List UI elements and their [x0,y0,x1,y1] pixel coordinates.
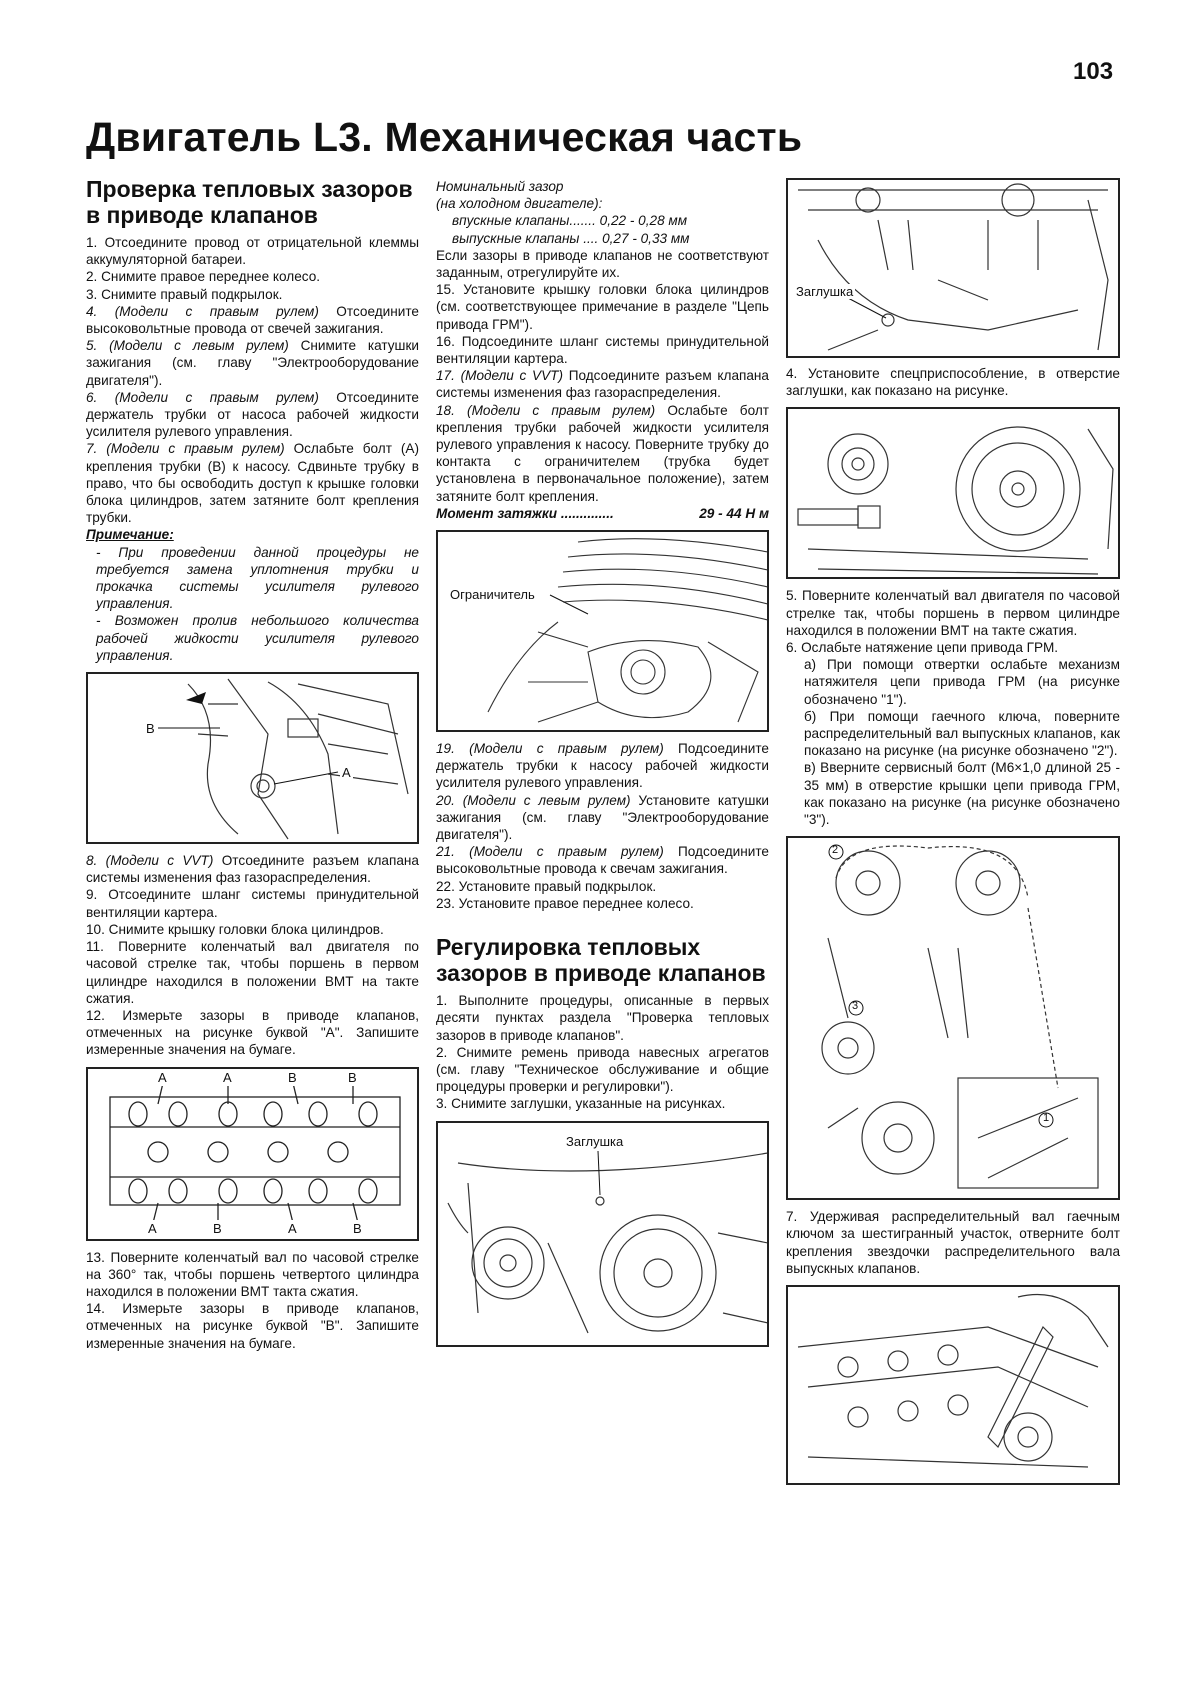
step-text: Отсоедините держатель трубки от насоса рабочей жидкости усилителя рулевого управления. [86,389,419,440]
figure-timing-chain [786,836,1120,1200]
spec-exhaust: выпускные клапаны .... 0,27 - 0,33 мм [452,230,690,246]
figure-label: Заглушка [566,1133,624,1149]
timing-chain-illustration [788,838,1118,1198]
step: 6. Ослабьте натяжение цепи привода ГРМ. [786,640,1059,656]
figure-label: 1 [1043,1112,1050,1125]
note-heading: Примечание: [86,527,174,543]
step [436,367,769,401]
figure-label: A [288,1220,297,1236]
figure-pipe-bolt [86,672,419,844]
step [436,843,769,877]
step-text: Снимите катушки зажигания (см. главу "Электрооборудование двигателя"). [86,338,419,388]
step-tag: 18. (Модели с правым рулем) [436,402,656,418]
step-tag: 6. (Модели с правым рулем) [86,389,319,405]
note: - При проведении данной процедуры не требуется замена уплотнения трубки и прокачка системы усилителя рулевого управления. [96,544,419,612]
step-tag: 20. (Модели с левым рулем) [436,792,631,808]
substep: б) При помощи гаечного ключа, поверните распределительный вал выпускных клапанов, как показано на рисунке (на рисунке обозначено "2"). [804,708,1120,759]
step-tag: 4. (Модели с правым рулем) [86,303,319,319]
figure-plug-pulley [436,1121,769,1347]
special-tool-illustration [788,409,1118,577]
page-title: Двигатель L3. Механическая часть [86,114,803,160]
step: 15. Установите крышку головки блока цилиндров (см. соответствующее примечание в разделе "Цепь привода ГРМ"). [436,282,769,332]
step [86,389,419,441]
step: 2. Снимите ремень привода навесных агрегатов (см. главу "Техническое обслуживание и общие процедуры проверки и регулировки"). [436,1044,769,1095]
step-text: Отсоедините разъем клапана системы изменения фаз газораспределения. [86,853,419,886]
step [86,337,419,389]
spec-subtitle: (на холодном двигателе): [436,196,603,212]
figure-label: B [353,1220,362,1236]
step: 5. Поверните коленчатый вал двигателя по часовой стрелке так, чтобы поршень в первом цилиндре находился в положении ВМТ на такте сжатия. [786,588,1120,638]
step: 2. Снимите правое переднее колесо. [86,269,321,285]
step [436,740,769,792]
figure-plug-top [786,178,1120,358]
limiter-illustration [438,532,769,730]
figure-label: Ограничитель [450,587,535,603]
step: 14. Измерьте зазоры в приводе клапанов, отмеченных на рисунке буквой "В". Запишите измеренные значения на бумаге. [86,1301,419,1351]
spec-intake: впускные клапаны....... 0,22 - 0,28 мм [452,213,688,229]
step [86,852,419,886]
step-tag: 7. (Модели с правым рулем) [86,441,285,457]
figure-label: B [288,1069,297,1085]
figure-label: 2 [832,844,839,857]
figure-label: A [223,1069,232,1085]
step-text: Подсоедините держатель трубки к насосу рабочей жидкости усилителя рулевого управления. [436,741,769,791]
step-tag: 19. (Модели с правым рулем) [436,741,664,757]
figure-label: A [158,1069,167,1085]
spec-title: Номинальный зазор [436,179,564,194]
wrench-illustration [788,1287,1118,1483]
figure-label: A [342,765,351,781]
step: 3. Снимите правый подкрылок. [86,286,283,302]
step: 1. Отсоедините провод от отрицательной клеммы аккумуляторной батареи. [86,235,419,268]
step: 23. Установите правое переднее колесо. [436,895,694,911]
step: 7. Удерживая распределительный вал гаечным ключом за шестигранный участок, отверните болт крепления звездочки распределительного вала выпускных клапанов. [786,1209,1120,1276]
step: 22. Установите правый подкрылок. [436,878,657,894]
step-tag: 21. (Модели с правым рулем) [436,844,664,860]
step: 13. Поверните коленчатый вал по часовой стрелке на 360° так, чтобы поршень четвертого цилиндра находился в положении ВМТ такта сжатия. [86,1249,419,1299]
pulley-illustration [438,1123,769,1345]
step-tag: 8. (Модели с VVT) [86,853,214,869]
step-text: Подсоедините разъем клапана системы изменения фаз газораспределения. [436,368,769,401]
torque-label: Момент затяжки .............. [436,505,614,521]
step: 10. Снимите крышку головки блока цилиндров. [86,921,384,937]
step [436,792,769,844]
section-heading-adjust: Регулировка тепловых зазоров в приводе клапанов [436,934,766,987]
column-1 [86,176,419,1352]
step: 11. Поверните коленчатый вал двигателя по часовой стрелке так, чтобы поршень в первом цилиндре находился в положении ВМТ на такте сжатия. [86,939,419,1006]
engine-top-illustration [788,180,1118,356]
step: 3. Снимите заглушки, указанные на рисунках. [436,1096,726,1112]
step: 12. Измерьте зазоры в приводе клапанов, отмеченных на рисунке буквой "А". Запишите измеренные значения на бумаге. [86,1007,419,1058]
step-tag: 17. (Модели с VVT) [436,368,564,384]
figure-special-tool [786,407,1120,579]
figure-label: A [148,1220,157,1236]
step-text: Установите катушки зажигания (см. главу "Электрооборудование двигателя"). [436,792,769,843]
figure-limiter [436,530,769,732]
figure-label: B [213,1220,222,1236]
figure-label: Заглушка [796,284,854,299]
figure-label: 3 [852,1000,859,1013]
step-text: Подсоедините высоковольтные провода к свечам зажигания. [436,844,769,877]
step [86,303,419,337]
substep: а) При помощи отвертки ослабьте механизм натяжителя цепи привода ГРМ (на рисунке обозначено "1"). [804,657,1120,707]
substep: в) Вверните сервисный болт (М6×1,0 длиной 25 - 35 мм) в отверстие крышки цепи привода ГРМ, как показано на рисунке (на рисунке обозначено "3"). [804,760,1120,828]
step: 16. Подсоедините шланг системы принудительной вентиляции картера. [436,333,769,367]
column-3 [786,365,1120,1493]
step-text: Ослабьте болт крепления трубки рабочей жидкости усилителя рулевого управления к насосу. Поверните трубку до контакта с ограничителем (трубка будет установлена в первоначальное положение), затем затяните болт крепления. [436,402,769,504]
torque-value: 29 - 44 Н м [699,505,769,521]
paragraph: Если зазоры в приводе клапанов не соответствуют заданным, отрегулируйте их. [436,247,769,281]
engine-illustration [88,674,419,842]
step: 1. Выполните процедуры, описанные в первых десяти пунктах раздела "Проверка тепловых зазоров в приводе клапанов". [436,993,769,1043]
camshaft-illustration [88,1069,419,1239]
step-tag: 5. (Модели с левым рулем) [86,338,289,354]
step: 4. Установите спецприспособление, в отверстие заглушки, как показано на рисунке. [786,366,1120,399]
figure-wrench-camshaft [786,1285,1120,1485]
section-heading-check: Проверка тепловых зазоров в приводе клапанов [86,176,413,228]
step-text: Ослабьте болт (А) крепления трубки (В) к насосу. Сдвиньте трубку в право, что бы освободить доступ к крышке головки блока цилиндров, затем затяните болт крепления трубки. [86,441,419,526]
column-2 [436,178,769,1355]
figure-camshafts [86,1067,419,1241]
step [436,402,769,505]
note: - Возможен пролив небольшого количества рабочей жидкости усилителя рулевого управления. [96,613,419,663]
step [86,440,419,526]
torque-spec [436,505,769,522]
page-number: 103 [1073,58,1114,85]
figure-label: B [348,1069,357,1085]
step: 9. Отсоедините шланг системы принудительной вентиляции картера. [86,887,419,920]
step-text: Отсоедините высоковольтные провода от свечей зажигания. [86,303,419,337]
figure-label: B [146,721,155,737]
